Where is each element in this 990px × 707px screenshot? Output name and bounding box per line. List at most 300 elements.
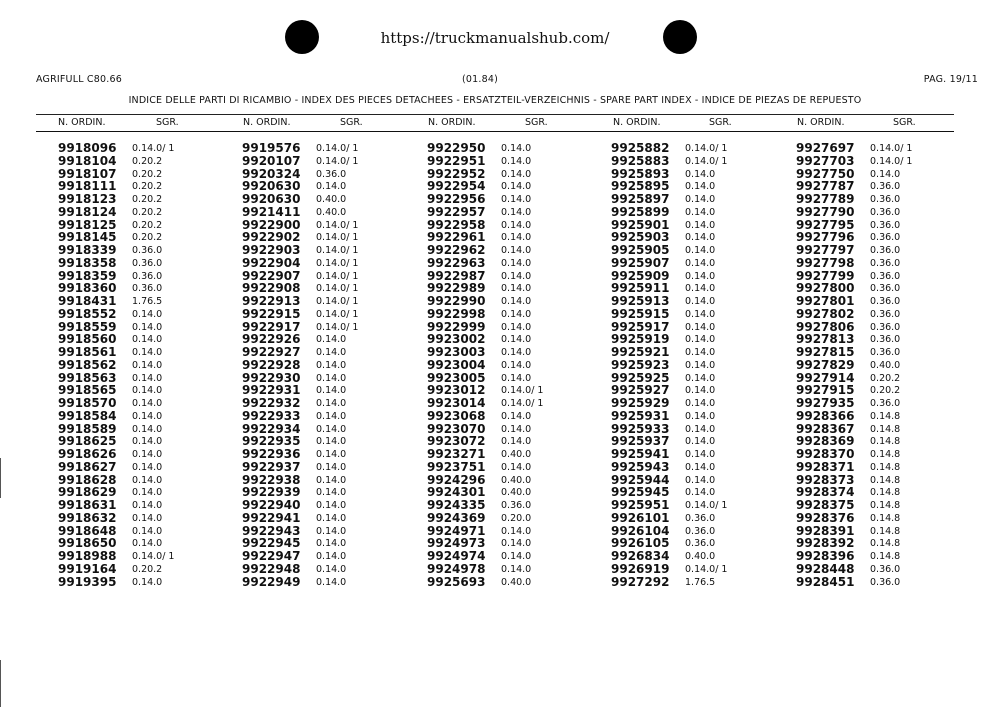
subgroup-code: 0.40.0	[501, 487, 532, 499]
part-number: 9918626	[58, 447, 117, 461]
subgroup-code: 0.14.0	[316, 334, 347, 346]
subgroup-code: 0.20.2	[132, 168, 163, 180]
part-number: 9922941	[242, 510, 301, 525]
subgroup-code: 0.36.0	[870, 206, 901, 218]
part-number: 9920324	[242, 166, 301, 181]
part-number: 9918648	[58, 523, 117, 538]
subgroup-code: 0.14.0	[685, 461, 716, 473]
part-number: 9927799	[796, 268, 855, 283]
subgroup-code: 0.20.2	[132, 232, 163, 244]
part-number: 9925927	[611, 383, 670, 398]
subgroup-code: 0.14.0	[316, 449, 347, 460]
subgroup-code: 0.36.0	[870, 270, 901, 282]
subgroup-code: 0.14.0	[316, 474, 347, 486]
part-number: 9925905	[611, 243, 670, 257]
part-number: 9927914	[796, 370, 855, 385]
part-number: 9922949	[242, 574, 301, 589]
part-number: 9923014	[427, 396, 486, 410]
col-header-group-1: SGR.	[156, 117, 179, 128]
part-number: 9921411	[242, 204, 301, 219]
part-number: 9918988	[58, 549, 117, 563]
part-number: 9919395	[58, 574, 117, 589]
part-number: 9927796	[796, 230, 855, 245]
subgroup-code: 0.14.0	[316, 385, 347, 397]
part-number: 9927802	[796, 306, 855, 321]
part-number: 9922947	[242, 549, 301, 563]
subgroup-code: 0.14.0	[685, 194, 716, 205]
part-number: 9926105	[611, 536, 670, 551]
part-number: 9928391	[796, 523, 855, 538]
subgroup-code: 0.14.0	[501, 563, 532, 575]
subgroup-code: 0.20.2	[132, 181, 163, 193]
subgroup-code: 0.14.0	[685, 308, 716, 320]
part-number: 9922999	[427, 319, 486, 334]
part-number: 9922963	[427, 255, 486, 270]
part-number: 9923751	[427, 459, 486, 474]
subgroup-code: 0.14.0	[132, 321, 163, 333]
subgroup-code: 0.14.0	[132, 334, 163, 346]
subgroup-code: 0.14.0	[501, 334, 532, 346]
part-number: 9922948	[242, 561, 301, 576]
subgroup-code: 0.14.0	[501, 283, 532, 295]
subgroup-code: 0.14.8	[870, 436, 901, 448]
part-number: 9922927	[242, 345, 301, 359]
part-number: 9923070	[427, 421, 486, 436]
subgroup-code: 0.14.0	[501, 257, 532, 269]
subgroup-code: 0.14.0	[132, 436, 163, 448]
subgroup-code: 0.14.0	[501, 359, 532, 371]
part-number: 9928373	[796, 472, 855, 487]
part-number: 9923003	[427, 345, 486, 359]
part-number: 9922934	[242, 421, 301, 436]
subgroup-code: 0.20.2	[132, 219, 163, 231]
part-number: 9924974	[427, 549, 486, 563]
part-number: 9922917	[242, 319, 301, 334]
part-number: 9922998	[427, 306, 486, 321]
subgroup-code: 0.14.0	[132, 308, 163, 320]
subgroup-code: 0.36.0	[870, 283, 901, 295]
part-number: 9922952	[427, 166, 486, 181]
subgroup-code: 0.14.8	[870, 474, 901, 486]
subgroup-code: 0.14.8	[870, 410, 901, 422]
part-number: 9922990	[427, 294, 486, 308]
part-number: 9918358	[58, 255, 117, 270]
subgroup-code: 0.20.0	[501, 512, 532, 524]
part-number: 9927703	[796, 153, 855, 168]
subgroup-code: 0.14.0/ 1	[870, 155, 913, 167]
subgroup-code: 0.14.0	[870, 168, 901, 180]
subgroup-code: 0.36.0	[870, 219, 901, 231]
subgroup-code: 0.40.0	[501, 449, 532, 460]
subgroup-code: 0.14.0/ 1	[316, 321, 359, 333]
subgroup-code: 0.14.0	[685, 474, 716, 486]
part-number: 9927806	[796, 319, 855, 334]
part-number: 9925921	[611, 345, 670, 359]
subgroup-code: 0.14.0	[685, 296, 716, 307]
subgroup-code: 0.14.0	[132, 576, 163, 588]
part-number: 9918570	[58, 396, 117, 410]
subgroup-code: 0.14.0/ 1	[316, 308, 359, 320]
subgroup-code: 0.20.2	[132, 563, 163, 575]
part-number: 9924335	[427, 498, 486, 512]
part-number: 9922958	[427, 217, 486, 232]
part-number: 9927815	[796, 345, 855, 359]
part-number: 9927800	[796, 281, 855, 296]
part-number: 9927935	[796, 396, 855, 410]
part-number: 9922913	[242, 294, 301, 308]
subgroup-code: 0.14.0/ 1	[132, 143, 175, 154]
part-number: 9922937	[242, 459, 301, 474]
subgroup-code: 0.14.0/ 1	[316, 245, 359, 256]
subgroup-code: 0.36.0	[870, 181, 901, 193]
part-number: 9927798	[796, 255, 855, 270]
part-number: 9927829	[796, 357, 855, 372]
part-number: 9925931	[611, 408, 670, 423]
part-number: 9918359	[58, 268, 117, 283]
part-number: 9918360	[58, 281, 117, 296]
part-number: 9927797	[796, 243, 855, 257]
part-number: 9925951	[611, 498, 670, 512]
subgroup-code: 0.14.0	[501, 436, 532, 448]
subgroup-code: 0.36.0	[870, 576, 901, 588]
part-number: 9928396	[796, 549, 855, 563]
part-number: 9923005	[427, 370, 486, 385]
subgroup-code: 0.14.0	[501, 194, 532, 205]
part-number: 9922936	[242, 447, 301, 461]
part-number: 9927801	[796, 294, 855, 308]
subgroup-code: 0.14.0	[316, 512, 347, 524]
subgroup-code: 0.14.0	[316, 372, 347, 384]
subgroup-code: 0.14.0	[501, 538, 532, 550]
subgroup-code: 0.14.0	[132, 500, 163, 511]
part-number: 9923012	[427, 383, 486, 398]
part-number: 9922915	[242, 306, 301, 321]
part-number: 9927292	[611, 574, 670, 589]
part-number: 9923068	[427, 408, 486, 423]
part-number: 9918627	[58, 459, 117, 474]
subgroup-code: 0.14.0	[685, 168, 716, 180]
subgroup-code: 0.14.0	[685, 385, 716, 397]
part-number: 9925937	[611, 434, 670, 449]
part-number: 9922933	[242, 408, 301, 423]
part-number: 9925883	[611, 153, 670, 168]
subgroup-code: 0.14.0/ 1	[685, 563, 728, 575]
part-number: 9922904	[242, 255, 301, 270]
part-number: 9926101	[611, 510, 670, 525]
subgroup-code: 0.14.0	[316, 398, 347, 409]
part-number: 9925913	[611, 294, 670, 308]
subgroup-code: 0.14.0	[132, 512, 163, 524]
part-number: 9925882	[611, 141, 670, 155]
part-number: 9925693	[427, 574, 486, 589]
subgroup-code: 0.14.8	[870, 551, 901, 562]
part-number: 9922930	[242, 370, 301, 385]
subgroup-code: 0.14.0	[132, 449, 163, 460]
header-rule-bottom	[36, 131, 954, 132]
subgroup-code: 0.14.0/ 1	[316, 219, 359, 231]
subgroup-code: 0.14.0	[132, 538, 163, 550]
subgroup-code: 0.36.0	[870, 194, 901, 205]
part-number: 9926104	[611, 523, 670, 538]
part-number: 9927790	[796, 204, 855, 219]
subgroup-code: 0.14.0/ 1	[316, 155, 359, 167]
subgroup-code: 0.40.0	[501, 474, 532, 486]
part-number: 9918560	[58, 332, 117, 347]
subgroup-code: 0.14.0	[501, 308, 532, 320]
subgroup-code: 0.14.0	[685, 257, 716, 269]
subgroup-code: 0.14.0	[316, 410, 347, 422]
subgroup-code: 0.14.0	[316, 576, 347, 588]
subgroup-code: 0.14.0	[501, 219, 532, 231]
part-number: 9922987	[427, 268, 486, 283]
subgroup-code: 0.14.0/ 1	[685, 155, 728, 167]
subgroup-code: 0.14.0	[316, 423, 347, 435]
subgroup-code: 0.14.0	[501, 270, 532, 282]
subgroup-code: 0.14.0/ 1	[316, 270, 359, 282]
subgroup-code: 0.14.8	[870, 538, 901, 550]
part-number: 9922989	[427, 281, 486, 296]
subgroup-code: 0.14.0/ 1	[316, 296, 359, 307]
part-number: 9925919	[611, 332, 670, 347]
subgroup-code: 0.14.0	[685, 398, 716, 409]
part-number: 9928367	[796, 421, 855, 436]
part-number: 9925933	[611, 421, 670, 436]
subgroup-code: 0.14.8	[870, 423, 901, 435]
subgroup-code: 0.14.8	[870, 525, 901, 537]
subgroup-code: 0.36.0	[316, 168, 347, 180]
subgroup-code: 0.36.0	[870, 347, 901, 358]
subgroup-code: 0.20.2	[870, 372, 901, 384]
part-number: 9925923	[611, 357, 670, 372]
part-number: 9918584	[58, 408, 117, 423]
part-number: 9922908	[242, 281, 301, 296]
part-number: 9925907	[611, 255, 670, 270]
subgroup-code: 0.14.0	[316, 563, 347, 575]
part-number: 9927750	[796, 166, 855, 181]
subgroup-code: 0.36.0	[685, 512, 716, 524]
subgroup-code: 0.14.0	[316, 461, 347, 473]
part-number: 9918562	[58, 357, 117, 372]
subgroup-code: 0.14.0	[501, 525, 532, 537]
part-number: 9918123	[58, 192, 117, 206]
part-number: 9922902	[242, 230, 301, 245]
subgroup-code: 0.14.0	[316, 436, 347, 448]
subgroup-code: 0.14.0	[685, 181, 716, 193]
part-number: 9928369	[796, 434, 855, 449]
part-number: 9928376	[796, 510, 855, 525]
site-url[interactable]: https://truckmanualshub.com/	[380, 29, 610, 47]
part-number: 9924369	[427, 510, 486, 525]
subgroup-code: 0.14.0/ 1	[501, 398, 544, 409]
subgroup-code: 0.20.2	[132, 194, 163, 205]
subgroup-code: 0.14.0	[132, 525, 163, 537]
part-number: 9919576	[242, 141, 301, 155]
part-number: 9922935	[242, 434, 301, 449]
part-number: 9925909	[611, 268, 670, 283]
subgroup-code: 0.14.8	[870, 487, 901, 499]
part-number: 9927789	[796, 192, 855, 206]
subgroup-code: 0.14.0	[685, 232, 716, 244]
part-number: 9922931	[242, 383, 301, 398]
subgroup-code: 0.14.0	[501, 423, 532, 435]
subgroup-code: 0.14.0	[685, 206, 716, 218]
subgroup-code: 0.14.0	[685, 270, 716, 282]
col-header-group-4: SGR.	[709, 117, 732, 128]
part-number: 9918629	[58, 485, 117, 500]
col-header-group-3: SGR.	[525, 117, 548, 128]
part-number: 9918107	[58, 166, 117, 181]
subgroup-code: 0.36.0	[132, 257, 163, 269]
part-number: 9918124	[58, 204, 117, 219]
part-number: 9918104	[58, 153, 117, 168]
subgroup-code: 0.14.8	[870, 449, 901, 460]
part-number: 9918559	[58, 319, 117, 334]
subgroup-code: 0.14.0	[501, 181, 532, 193]
part-number: 9922928	[242, 357, 301, 372]
part-number: 9922961	[427, 230, 486, 245]
part-number: 9918561	[58, 345, 117, 359]
part-number: 9928371	[796, 459, 855, 474]
part-number: 9925901	[611, 217, 670, 232]
part-number: 9918125	[58, 217, 117, 232]
part-number: 9922957	[427, 204, 486, 219]
index-subtitle: INDICE DELLE PARTI DI RICAMBIO - INDEX DES PIECES DETACHEES - ERSATZTEIL-VERZEICHNIS - SPARE PART INDEX - INDICE DE PIEZAS DE REPUESTO	[128, 95, 862, 106]
subgroup-code: 0.14.0/ 1	[685, 143, 728, 154]
subgroup-code: 0.14.0	[501, 232, 532, 244]
subgroup-code: 0.14.0/ 1	[316, 143, 359, 154]
scan-edge-mark	[0, 458, 1, 498]
subgroup-code: 0.36.0	[132, 270, 163, 282]
part-number: 9922956	[427, 192, 486, 206]
subgroup-code: 0.36.0	[870, 296, 901, 307]
part-number: 9922962	[427, 243, 486, 257]
subgroup-code: 0.14.8	[870, 461, 901, 473]
part-number: 9919164	[58, 561, 117, 576]
part-number: 9928375	[796, 498, 855, 512]
subgroup-code: 0.14.0	[685, 410, 716, 422]
col-header-part-2: N. ORDIN.	[243, 117, 291, 128]
subgroup-code: 0.36.0	[870, 308, 901, 320]
subgroup-code: 0.14.0	[316, 181, 347, 193]
subgroup-code: 0.20.2	[132, 155, 163, 167]
part-number: 9923271	[427, 447, 486, 461]
subgroup-code: 0.14.0	[132, 487, 163, 499]
subgroup-code: 0.36.0	[685, 525, 716, 537]
part-number: 9927697	[796, 141, 855, 155]
part-number: 9924973	[427, 536, 486, 551]
subgroup-code: 0.36.0	[132, 283, 163, 295]
subgroup-code: 0.14.0	[501, 245, 532, 256]
part-number: 9918631	[58, 498, 117, 512]
part-number: 9922900	[242, 217, 301, 232]
part-number: 9923002	[427, 332, 486, 347]
col-header-group-5: SGR.	[893, 117, 916, 128]
part-number: 9925944	[611, 472, 670, 487]
part-number: 9918096	[58, 141, 117, 155]
subgroup-code: 0.14.0	[132, 474, 163, 486]
subgroup-code: 0.36.0	[870, 334, 901, 346]
subgroup-code: 0.14.0	[132, 372, 163, 384]
part-number: 9925941	[611, 447, 670, 461]
subgroup-code: 0.14.0	[501, 155, 532, 167]
subgroup-code: 0.14.0/ 1	[501, 385, 544, 397]
subgroup-code: 0.14.0	[685, 436, 716, 448]
subgroup-code: 0.14.0	[316, 500, 347, 511]
subgroup-code: 0.14.0	[501, 143, 532, 154]
subgroup-code: 0.14.0	[501, 347, 532, 358]
edition-date: (01.84)	[462, 74, 499, 85]
part-number: 9928374	[796, 485, 855, 500]
subgroup-code: 0.20.2	[132, 206, 163, 218]
subgroup-code: 0.36.0	[132, 245, 163, 256]
subgroup-code: 0.14.0	[316, 538, 347, 550]
subgroup-code: 1.76.5	[132, 296, 163, 307]
subgroup-code: 0.36.0	[870, 257, 901, 269]
subgroup-code: 0.14.0	[685, 245, 716, 256]
subgroup-code: 0.14.0	[132, 359, 163, 371]
part-number: 9918628	[58, 472, 117, 487]
part-number: 9925929	[611, 396, 670, 410]
part-number: 9928451	[796, 574, 855, 589]
part-number: 9925903	[611, 230, 670, 245]
subgroup-code: 0.36.0	[870, 563, 901, 575]
part-number: 9918431	[58, 294, 117, 308]
part-number: 9927787	[796, 179, 855, 194]
col-header-part-5: N. ORDIN.	[797, 117, 845, 128]
subgroup-code: 0.14.0	[501, 551, 532, 562]
subgroup-code: 0.14.0	[501, 321, 532, 333]
subgroup-code: 0.14.0	[685, 219, 716, 231]
subgroup-code: 0.36.0	[870, 232, 901, 244]
subgroup-code: 0.14.0	[685, 449, 716, 460]
subgroup-code: 0.40.0	[501, 576, 532, 588]
part-number: 9928370	[796, 447, 855, 461]
part-number: 9925899	[611, 204, 670, 219]
part-number: 9918339	[58, 243, 117, 257]
subgroup-code: 0.14.0	[501, 296, 532, 307]
subgroup-code: 0.36.0	[501, 500, 532, 511]
subgroup-code: 0.14.0	[685, 283, 716, 295]
part-number: 9920630	[242, 179, 301, 194]
subgroup-code: 0.14.0/ 1	[870, 143, 913, 154]
subgroup-code: 0.14.0	[685, 487, 716, 499]
model-name: AGRIFULL C80.66	[36, 74, 122, 85]
subgroup-code: 0.14.0	[685, 423, 716, 435]
part-number: 9918111	[58, 179, 117, 194]
subgroup-code: 0.14.0	[316, 347, 347, 358]
part-number: 9922943	[242, 523, 301, 538]
subgroup-code: 0.40.0	[316, 206, 347, 218]
part-number: 9927915	[796, 383, 855, 398]
subgroup-code: 0.14.0	[316, 551, 347, 562]
subgroup-code: 0.20.2	[870, 385, 901, 397]
part-number: 9922939	[242, 485, 301, 500]
subgroup-code: 0.14.0	[501, 461, 532, 473]
part-number: 9923072	[427, 434, 486, 449]
subgroup-code: 0.36.0	[870, 321, 901, 333]
part-number: 9925943	[611, 459, 670, 474]
subgroup-code: 0.14.0/ 1	[316, 232, 359, 244]
part-number: 9922950	[427, 141, 486, 155]
subgroup-code: 0.14.0	[132, 347, 163, 358]
header-rule-top	[36, 114, 954, 115]
part-number: 9918563	[58, 370, 117, 385]
subgroup-code: 0.40.0	[685, 551, 716, 562]
part-number: 9925893	[611, 166, 670, 181]
part-number: 9924296	[427, 472, 486, 487]
part-number: 9922940	[242, 498, 301, 512]
part-number: 9922954	[427, 179, 486, 194]
